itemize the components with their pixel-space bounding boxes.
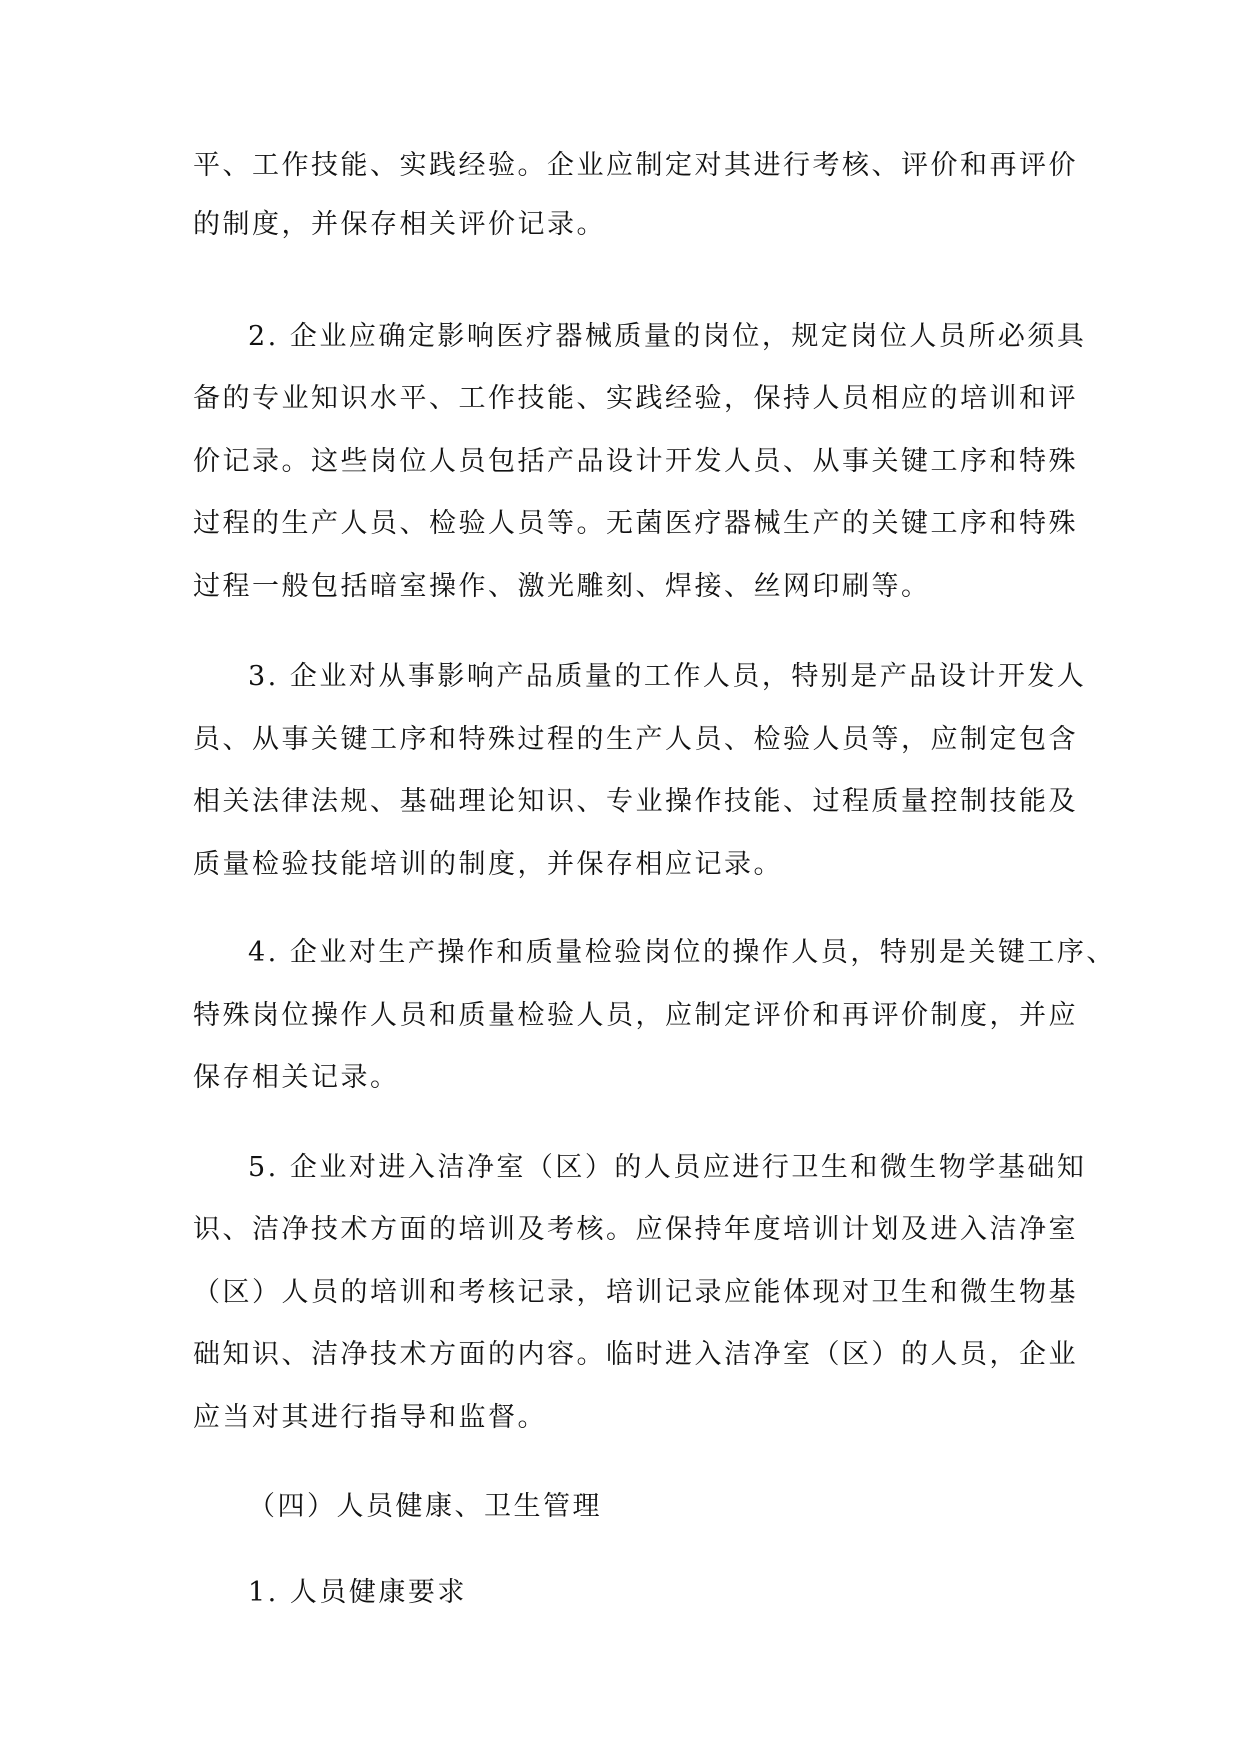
subsection-heading: 1. 人员健康要求: [248, 1577, 467, 1608]
text-line: 过程一般包括暗室操作、激光雕刻、焊接、丝网印刷等。: [193, 571, 931, 602]
text-line: 3. 企业对从事影响产品质量的工作人员，特别是产品设计开发人: [248, 661, 1087, 692]
text-line: 础知识、洁净技术方面的内容。临时进入洁净室（区）的人员，企业: [193, 1339, 1078, 1370]
text-line: 过程的生产人员、检验人员等。无菌医疗器械生产的关键工序和特殊: [193, 508, 1078, 539]
text-line: 特殊岗位操作人员和质量检验人员，应制定评价和再评价制度，并应: [193, 1000, 1078, 1031]
section-heading: （四）人员健康、卫生管理: [248, 1491, 602, 1522]
text-line: 员、从事关键工序和特殊过程的生产人员、检验人员等，应制定包含: [193, 724, 1078, 755]
text-line: 保存相关记录。: [193, 1062, 400, 1093]
text-line: 的制度，并保存相关评价记录。: [193, 209, 606, 240]
text-line: 备的专业知识水平、工作技能、实践经验，保持人员相应的培训和评: [193, 383, 1078, 414]
text-line: （区）人员的培训和考核记录，培训记录应能体现对卫生和微生物基: [193, 1277, 1078, 1308]
text-line: 相关法律法规、基础理论知识、专业操作技能、过程质量控制技能及: [193, 786, 1078, 817]
text-line: 价记录。这些岗位人员包括产品设计开发人员、从事关键工序和特殊: [193, 446, 1078, 477]
text-line: 5. 企业对进入洁净室（区）的人员应进行卫生和微生物学基础知: [248, 1152, 1087, 1183]
text-line: 2. 企业应确定影响医疗器械质量的岗位，规定岗位人员所必须具: [248, 321, 1087, 352]
text-line: 识、洁净技术方面的培训及考核。应保持年度培训计划及进入洁净室: [193, 1214, 1078, 1245]
text-line: 平、工作技能、实践经验。企业应制定对其进行考核、评价和再评价: [193, 150, 1078, 181]
text-line: 应当对其进行指导和监督。: [193, 1402, 547, 1433]
text-line: 4. 企业对生产操作和质量检验岗位的操作人员，特别是关键工序、: [248, 937, 1116, 968]
text-line: 质量检验技能培训的制度，并保存相应记录。: [193, 849, 783, 880]
